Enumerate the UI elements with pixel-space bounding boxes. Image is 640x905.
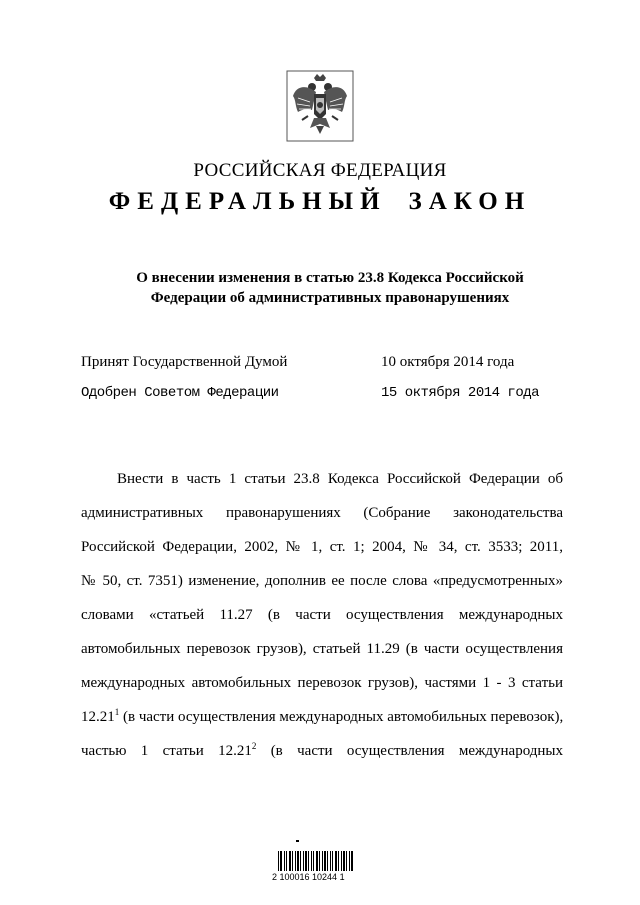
country-name: РОССИЙСКАЯ ФЕДЕРАЦИЯ	[193, 160, 447, 181]
article-ref: частью 1 статьи 12.21	[81, 743, 252, 759]
law-subject-title	[0, 268, 640, 308]
document-type-word-1: ФЕДЕРАЛЬНЫЙ	[108, 188, 387, 215]
adopted-label: Принят Государственной Думой	[81, 354, 288, 370]
adopted-date: 10 октября 2014 года	[381, 354, 515, 370]
body-line: № 50, ст. 7351) изменение, дополнив ее после слова «предусмотренных»	[81, 573, 563, 589]
approved-label: Одобрен Советом Федерации	[81, 385, 279, 401]
body-line	[81, 700, 563, 734]
coat-of-arms-emblem	[286, 70, 354, 142]
law-subject-line: О внесении изменения в статью 23.8 Кодекса Российской	[136, 270, 524, 286]
body-line: Российской Федерации, 2002, № 1, ст. 1; 2004, № 34, ст. 3533; 2011,	[81, 539, 563, 555]
law-subject-line: Федерации об административных правонарушениях	[150, 290, 510, 306]
body-line	[81, 734, 563, 768]
law-body-text	[81, 462, 563, 768]
body-line: международных автомобильных перевозок грузов), частями 1 - 3 статьи	[81, 675, 563, 691]
body-line-rest: (в части осуществления международных	[256, 743, 563, 759]
body-line: административных правонарушениях (Собрание законодательства	[81, 505, 563, 521]
document-type-word-2: ЗАКОН	[408, 188, 532, 215]
article-superscript: 2	[251, 741, 257, 751]
body-line-rest: (в части осуществления международных автомобильных перевозок),	[119, 709, 564, 725]
article-ref: 12.21	[81, 709, 115, 725]
body-line: Внести в часть 1 статьи 23.8 Кодекса Российской Федерации об	[117, 471, 563, 487]
article-superscript: 1	[114, 707, 120, 717]
document-type-title	[0, 188, 640, 216]
approved-date: 15 октября 2014 года	[381, 385, 540, 401]
body-line: автомобильных перевозок грузов), статьей 11.29 (в части осуществления	[81, 641, 563, 657]
body-line: словами «статьей 11.27 (в части осуществления международных	[81, 607, 563, 623]
barcode-number: 2 100016 10244 1	[272, 872, 345, 882]
